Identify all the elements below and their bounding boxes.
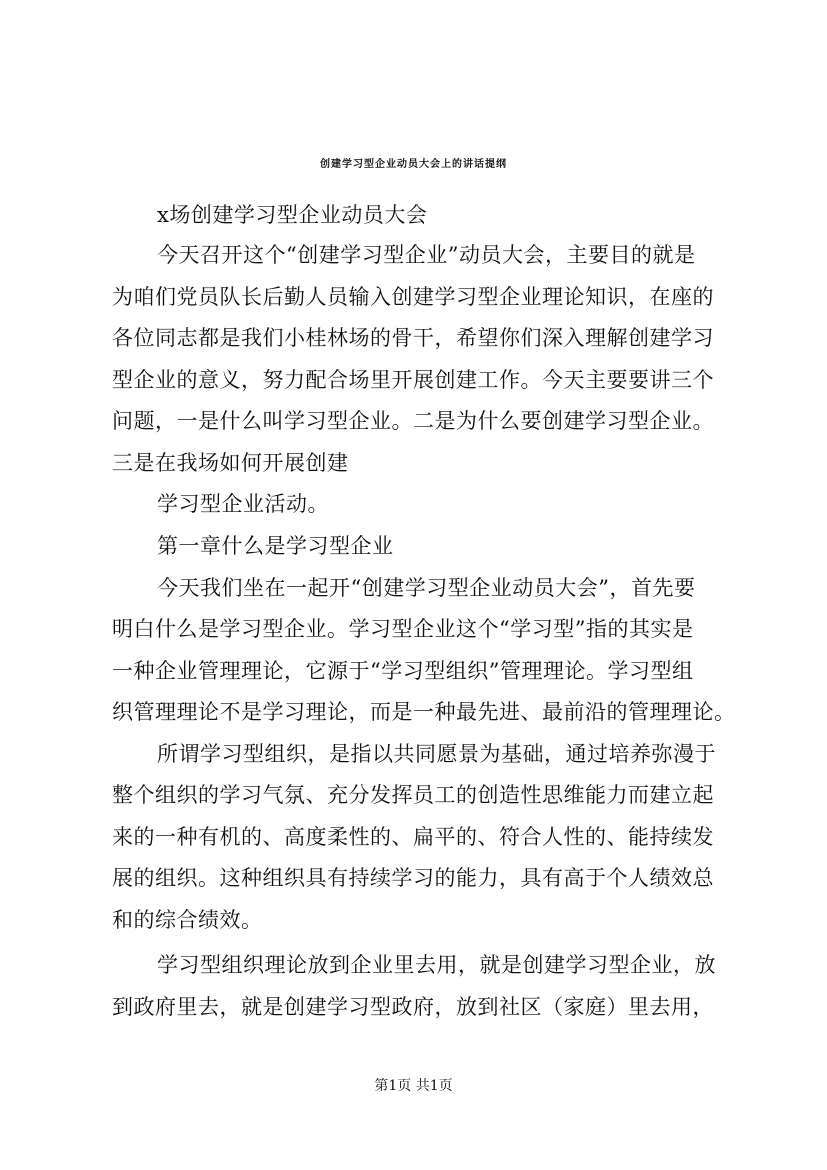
paragraph-line: 今天召开这个“创建学习型企业”动员大会，主要目的就是: [157, 243, 696, 267]
paragraph-line: 到政府里去，就是创建学习型政府，放到社区（家庭）里去用，: [112, 995, 714, 1019]
paragraph-line: 各位同志都是我们小桂林场的骨干，希望你们深入理解创建学习: [112, 326, 714, 350]
paragraph-line: 展的组织。这种组织具有持续学习的能力，具有高于个人绩效总: [112, 866, 714, 890]
paragraph-line: 型企业的意义，努力配合场里开展创建工作。今天主要要讲三个: [112, 368, 714, 392]
paragraph-line: 来的一种有机的、高度柔性的、扁平的、符合人性的、能持续发: [112, 825, 714, 849]
subtitle-line: x场创建学习型企业动员大会: [157, 203, 428, 227]
paragraph-line: 明白什么是学习型企业。学习型企业这个“学习型”指的其实是: [112, 617, 694, 641]
page-number-footer: 第1页 共1页: [374, 1078, 453, 1094]
paragraph-line: 学习型组织理论放到企业里去用，就是创建学习型企业，放: [157, 953, 716, 977]
paragraph-line: 整个组织的学习气氛、充分发挥员工的创造性思维能力而建立起: [112, 783, 714, 807]
paragraph-line: 和的综合绩效。: [112, 908, 263, 932]
paragraph-line: 为咱们党员队长后勤人员输入创建学习型企业理论知识，在座的: [112, 285, 714, 309]
paragraph-line: 三是在我场如何开展创建: [112, 451, 349, 475]
paragraph-line: 一种企业管理理论，它源于“学习型组织”管理理论。学习型组: [112, 659, 694, 683]
paragraph-line: 学习型企业活动。: [157, 492, 329, 516]
paragraph-line: 所谓学习型组织，是指以共同愿景为基础，通过培养弥漫于: [157, 742, 716, 766]
paragraph-line: 今天我们坐在一起开“创建学习型企业动员大会”，首先要: [157, 576, 696, 600]
paragraph-line: 织管理理论不是学习理论，而是一种最先进、最前沿的管理理论。: [112, 700, 736, 724]
chapter-heading: 第一章什么是学习型企业: [157, 534, 394, 558]
document-title: 创建学习型企业动员大会上的讲话提纲: [320, 159, 507, 170]
paragraph-line: 问题，一是什么叫学习型企业。二是为什么要创建学习型企业。: [112, 409, 714, 433]
